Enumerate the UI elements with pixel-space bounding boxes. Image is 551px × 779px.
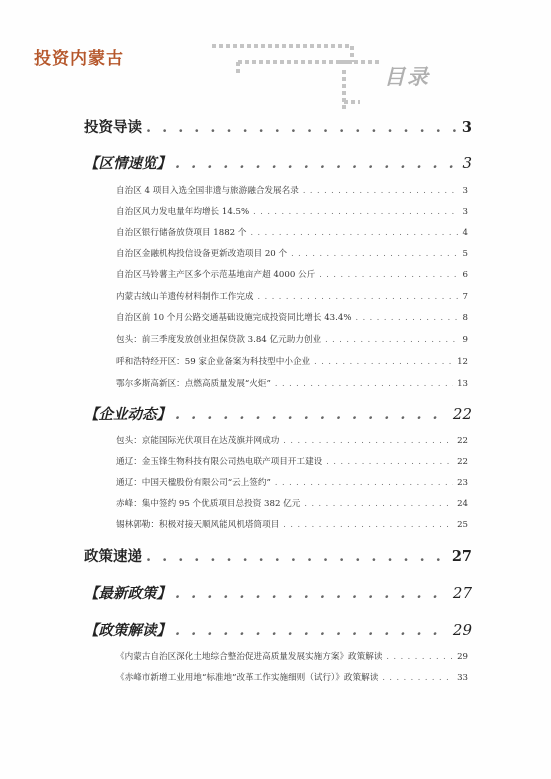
toc-item[interactable]: 自治区风力发电量年均增长 14.5% . . . 3	[116, 205, 468, 217]
toc-item[interactable]: 自治区 4 项目入选全国非遗与旅游融合发展名录 . . . 3	[116, 184, 468, 196]
toc-section-policy-interpretation[interactable]: 【政策解读】 . . . 29	[84, 619, 472, 640]
toc-section-enterprise[interactable]: 【企业动态】 . . . 22	[84, 403, 472, 424]
toc-item[interactable]: 自治区金融机构投信设备更新改造项目 20 个 . . . 5	[116, 247, 468, 259]
toc-item[interactable]: 通辽：金玉锋生物科技有限公司热电联产项目开工建设 . . . 22	[116, 455, 468, 467]
toc-item[interactable]: 内蒙古绒山羊遗传材料制作工作完成 . . . 7	[116, 290, 468, 302]
page-title: 目录	[384, 65, 430, 89]
toc-item[interactable]: 锡林郭勒：积极对接天顺风能风机塔筒项目 . . . 25	[116, 518, 468, 530]
toc-item[interactable]: 呼和浩特经开区：59 家企业备案为科技型中小企业 . . . 12	[116, 355, 468, 367]
toc-item[interactable]: 通辽：中国天楹股份有限公司“云上签约” . . . 23	[116, 476, 468, 488]
toc-item[interactable]: 自治区银行储备放贷项目 1882 个 . . . 4	[116, 226, 468, 238]
toc-entry-guide[interactable]: 投资导读 . . . 3	[84, 116, 472, 137]
toc-item[interactable]: 包头：前三季度发放创业担保贷款 3.84 亿元助力创业 . . . 9	[116, 333, 468, 345]
toc-item[interactable]: 鄂尔多斯高新区：点燃高质量发展“火炬” . . . 13	[116, 377, 468, 389]
toc-item[interactable]: 自治区马铃薯主产区多个示范基地亩产超 4000 公斤 . . . 6	[116, 268, 468, 280]
toc-entry-policy[interactable]: 政策速递 . . . 27	[84, 545, 472, 566]
toc-section-latest-policy[interactable]: 【最新政策】 . . . 27	[84, 582, 472, 603]
toc-section-overview[interactable]: 【区情速览】 . . . 3	[84, 152, 472, 173]
toc-item[interactable]: 赤峰：集中签约 95 个优质项目总投资 382 亿元 . . . 24	[116, 497, 468, 509]
toc-item[interactable]: 《内蒙古自治区深化土地综合整治促进高质量发展实施方案》政策解读 . . . 29	[116, 650, 468, 662]
toc-item[interactable]: 包头：京能国际光伏项目在达茂旗并网成功 . . . 22	[116, 434, 468, 446]
toc-item[interactable]: 《赤峰市新增工业用地“标准地”改革工作实施细则（试行）》政策解读 . . . 33	[116, 671, 468, 683]
brand-title: 投资内蒙古	[34, 49, 124, 69]
toc-item[interactable]: 自治区前 10 个月公路交通基础设施完成投资同比增长 43.4% . . . 8	[116, 311, 468, 323]
